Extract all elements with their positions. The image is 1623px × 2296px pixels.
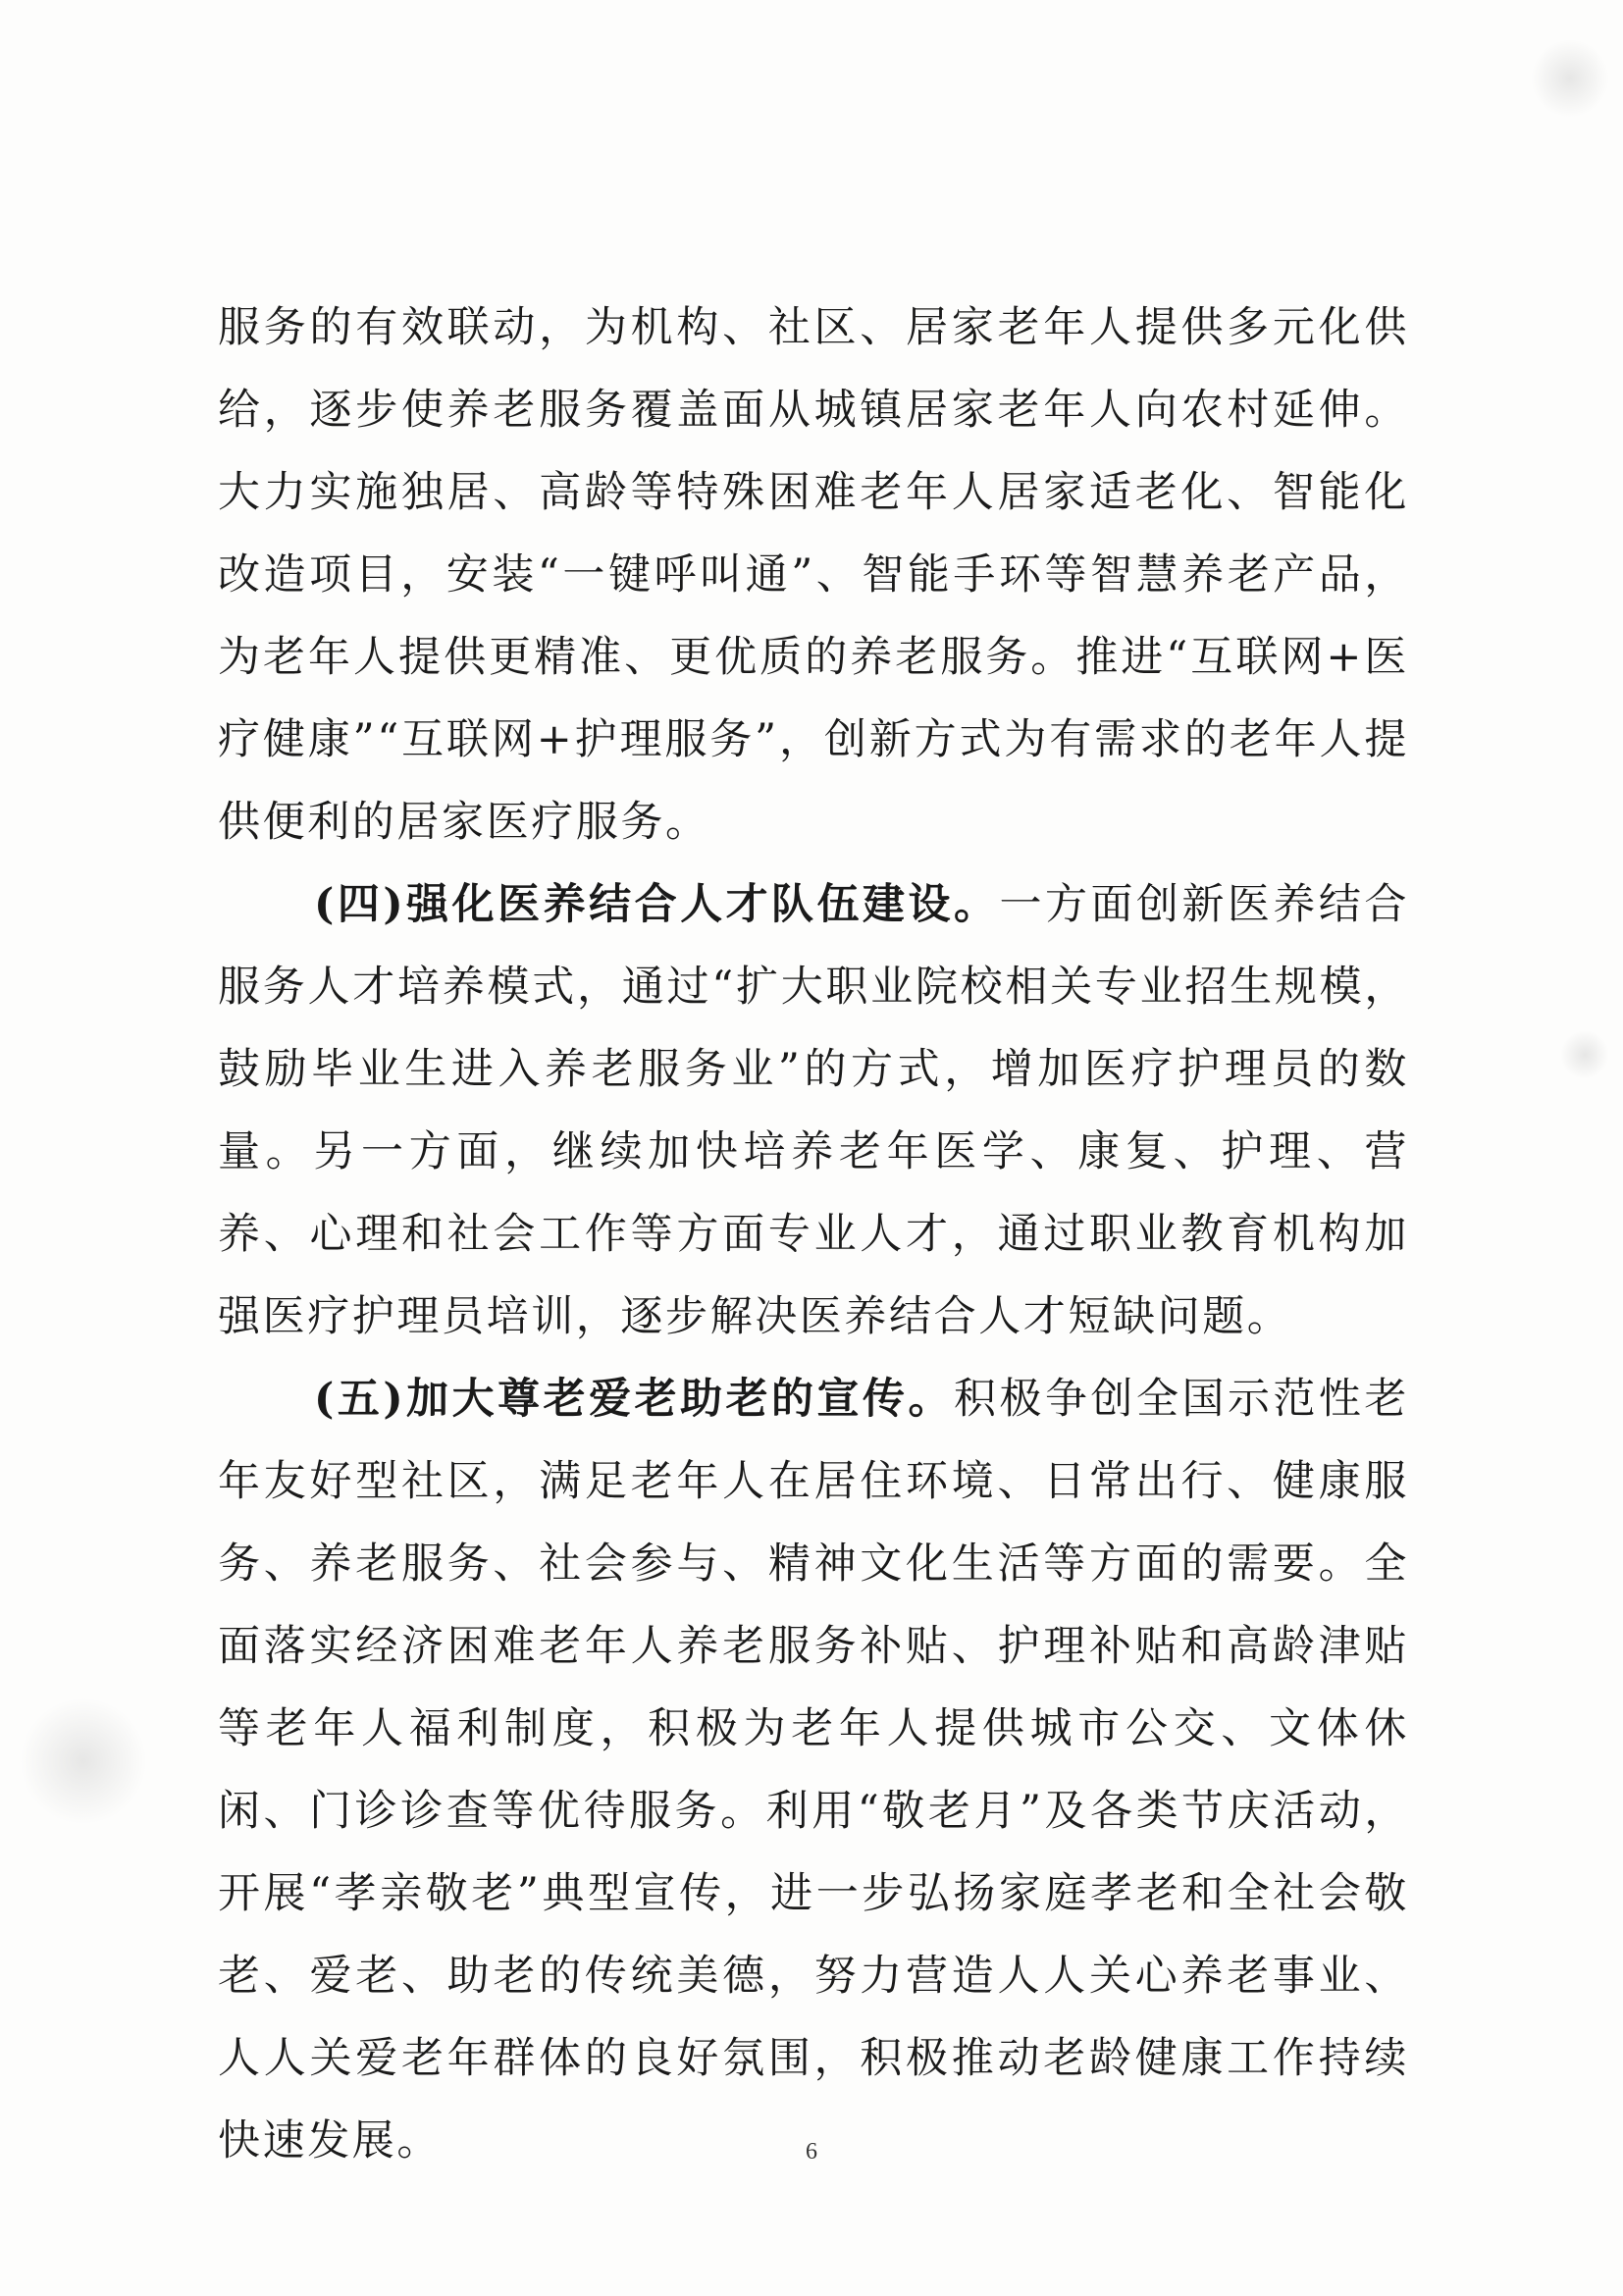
- paragraph-text: 一方面创新医养结合服务人才培养模式，通过“扩大职业院校相关专业招生规模，鼓励毕业生进入养老服务业”的方式，增加医疗护理员的数量。另一方面，继续加快培养老年医学、康复、护理、营养、心理和社会工作等方面专业人才，通过职业教育机构加强医疗护理员培训，逐步解决医养结合人才短缺问题。: [218, 880, 1409, 1341]
- scan-artifact: [1531, 39, 1609, 118]
- paragraph-section-4: [218, 863, 1409, 1358]
- section-heading-4: (四)强化医养结合人才队伍建设。: [314, 880, 1000, 929]
- scan-artifact: [1560, 1030, 1609, 1079]
- section-heading-5: (五)加大尊老爱老助老的宣传。: [314, 1375, 955, 1424]
- paragraph-section-5: [218, 1358, 1409, 2182]
- page-number: 6: [806, 2139, 817, 2165]
- paragraph-text: 积极争创全国示范性老年友好型社区，满足老年人在居住环境、日常出行、健康服务、养老服务、社会参与、精神文化生活等方面的需要。全面落实经济困难老年人养老服务补贴、护理补贴和高龄津贴等老年人福利制度，积极为老年人提供城市公交、文体休闲、门诊诊查等优待服务。利用“敬老月”及各类节庆活动，开展“孝亲敬老”典型宣传，进一步弘扬家庭孝老和全社会敬老、爱老、助老的传统美德，努力营造人人关心养老事业、人人关爱老年群体的良好氛围，积极推动老龄健康工作持续快速发展。: [218, 1375, 1410, 2166]
- scan-artifact: [20, 1697, 147, 1825]
- body-text: [218, 287, 1409, 2182]
- paragraph-text: 服务的有效联动，为机构、社区、居家老年人提供多元化供给，逐步使养老服务覆盖面从城镇居家老年人向农村延伸。大力实施独居、高龄等特殊困难老年人居家适老化、智能化改造项目，安装“一键呼叫通”、智能手环等智慧养老产品，为老年人提供更精准、更优质的养老服务。推进“互联网+医疗健康”“互联网+护理服务”，创新方式为有需求的老年人提供便利的居家医疗服务。: [218, 303, 1409, 847]
- paragraph-continuation: [218, 287, 1409, 863]
